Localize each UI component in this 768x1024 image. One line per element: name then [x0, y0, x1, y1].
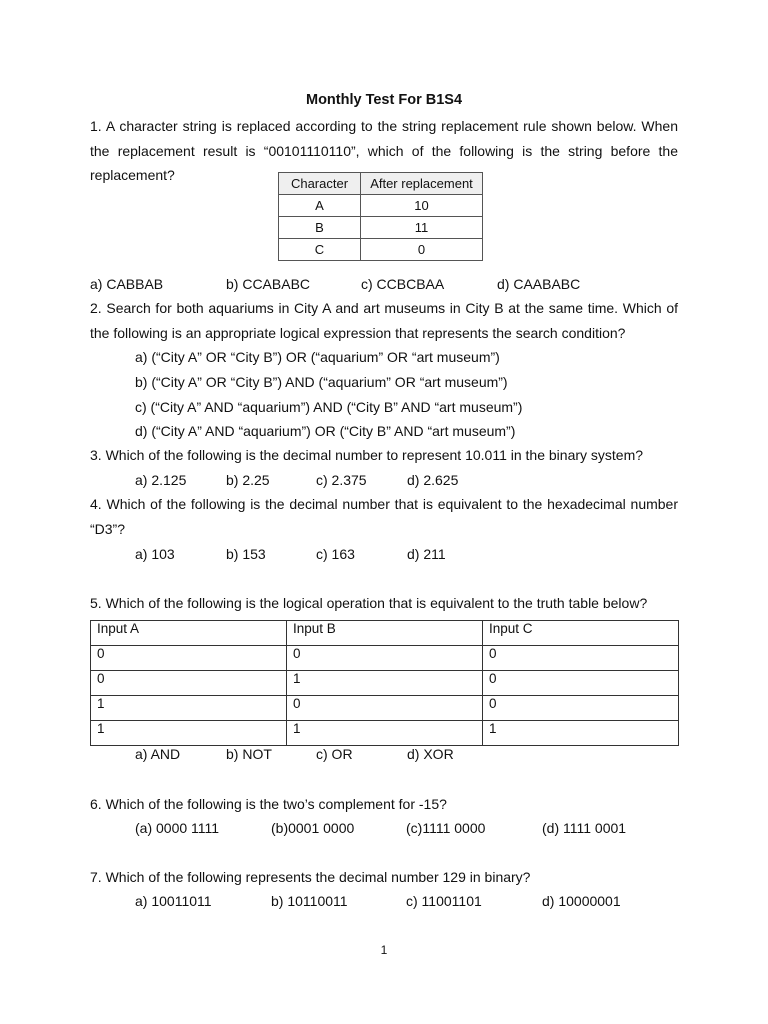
q2-option-a: a) (“City A” OR “City B”) OR (“aquarium” OR “art museum”): [135, 349, 500, 365]
q5-option-d: d) XOR: [407, 746, 454, 762]
q6-option-a: (a) 0000 1111: [135, 820, 220, 836]
replacement-table: [278, 172, 483, 261]
table-row: [91, 671, 679, 696]
q4-option-a: a) 103: [135, 546, 175, 562]
table-row: [91, 646, 679, 671]
table-cell: 10: [361, 195, 483, 217]
table-cell: A: [279, 195, 361, 217]
q6-option-c: (c)1111 0000: [406, 820, 486, 836]
q2-option-b: b) (“City A” OR “City B”) AND (“aquarium” OR “art museum”): [135, 374, 508, 390]
table-cell: 1: [91, 696, 287, 721]
q5-option-c: c) OR: [316, 746, 353, 762]
table-header: Input C: [483, 621, 679, 646]
page-title: Monthly Test For B1S4: [305, 92, 463, 108]
table-cell: 0: [91, 646, 287, 671]
q2-option-c: c) (“City A” AND “aquarium”) AND (“City B” AND “art museum”): [135, 399, 523, 415]
table-header-row: [279, 173, 483, 195]
q2-option-d: d) (“City A” AND “aquarium”) OR (“City B” AND “art museum”): [135, 423, 516, 439]
table-cell: 0: [483, 646, 679, 671]
table-header: Input A: [91, 621, 287, 646]
q4-option-c: c) 163: [316, 546, 355, 562]
q7-option-d: d) 10000001: [542, 893, 621, 909]
q1-option-a: a) CABBAB: [90, 276, 164, 292]
q1-option-d: d) CAABABC: [497, 276, 581, 292]
question-4-text: 4. Which of the following is the decimal number that is equivalent to the hexadecimal number “D3”?: [90, 496, 678, 537]
q1-option-b: b) CCABABC: [226, 276, 311, 292]
truth-table: [90, 620, 679, 746]
q3-option-d: d) 2.625: [407, 472, 459, 488]
q3-option-c: c) 2.375: [316, 472, 367, 488]
table-cell: 1: [287, 671, 483, 696]
q5-option-b: b) NOT: [226, 746, 272, 762]
table-row: [279, 217, 483, 239]
table-cell: B: [279, 217, 361, 239]
q5-option-a: a) AND: [135, 746, 181, 762]
table-cell: 0: [287, 696, 483, 721]
question-3-text: 3. Which of the following is the decimal number to represent 10.011 in the binary system?: [90, 447, 644, 463]
question-6-text: 6. Which of the following is the two’s complement for -15?: [90, 796, 447, 812]
question-7-text: 7. Which of the following represents the decimal number 129 in binary?: [90, 869, 531, 885]
q6-option-b: (b)0001 0000: [271, 820, 355, 836]
table-cell: 0: [483, 671, 679, 696]
table-cell: 11: [361, 217, 483, 239]
table-row: [91, 721, 679, 746]
table-cell: 0: [361, 239, 483, 261]
table-cell: 1: [91, 721, 287, 746]
table-header-row: [91, 621, 679, 646]
table-cell: C: [279, 239, 361, 261]
q6-option-d: (d) 1111 0001: [542, 820, 627, 836]
table-cell: 0: [287, 646, 483, 671]
q3-option-b: b) 2.25: [226, 472, 270, 488]
q1-option-c: c) CCBCBAA: [361, 276, 445, 292]
table-cell: 1: [287, 721, 483, 746]
q4-option-b: b) 153: [226, 546, 266, 562]
table-header: Input B: [287, 621, 483, 646]
q7-option-c: c) 11001101: [406, 893, 482, 909]
page-number: 1: [380, 943, 388, 957]
table-row: [279, 239, 483, 261]
q4-option-d: d) 211: [407, 546, 446, 562]
q7-option-b: b) 10110011: [271, 893, 348, 909]
table-cell: 1: [483, 721, 679, 746]
table-row: [91, 696, 679, 721]
q7-option-a: a) 10011011: [135, 893, 212, 909]
question-2-text: 2. Search for both aquariums in City A and art museums in City B at the same time. Which of the following is an appropriate logical expression that represents the search condition?: [90, 300, 678, 341]
table-cell: 0: [91, 671, 287, 696]
question-5-text: 5. Which of the following is the logical operation that is equivalent to the truth table below?: [90, 595, 648, 611]
table-header: Character: [279, 173, 361, 195]
table-header: After replacement: [361, 173, 483, 195]
question-1-text: 1. A character string is replaced according to the string replacement rule shown below. When the replacement result is “00101110110”, which of the following is the string before the replacement?: [90, 118, 678, 183]
table-cell: 0: [483, 696, 679, 721]
q3-option-a: a) 2.125: [135, 472, 187, 488]
table-row: [279, 195, 483, 217]
